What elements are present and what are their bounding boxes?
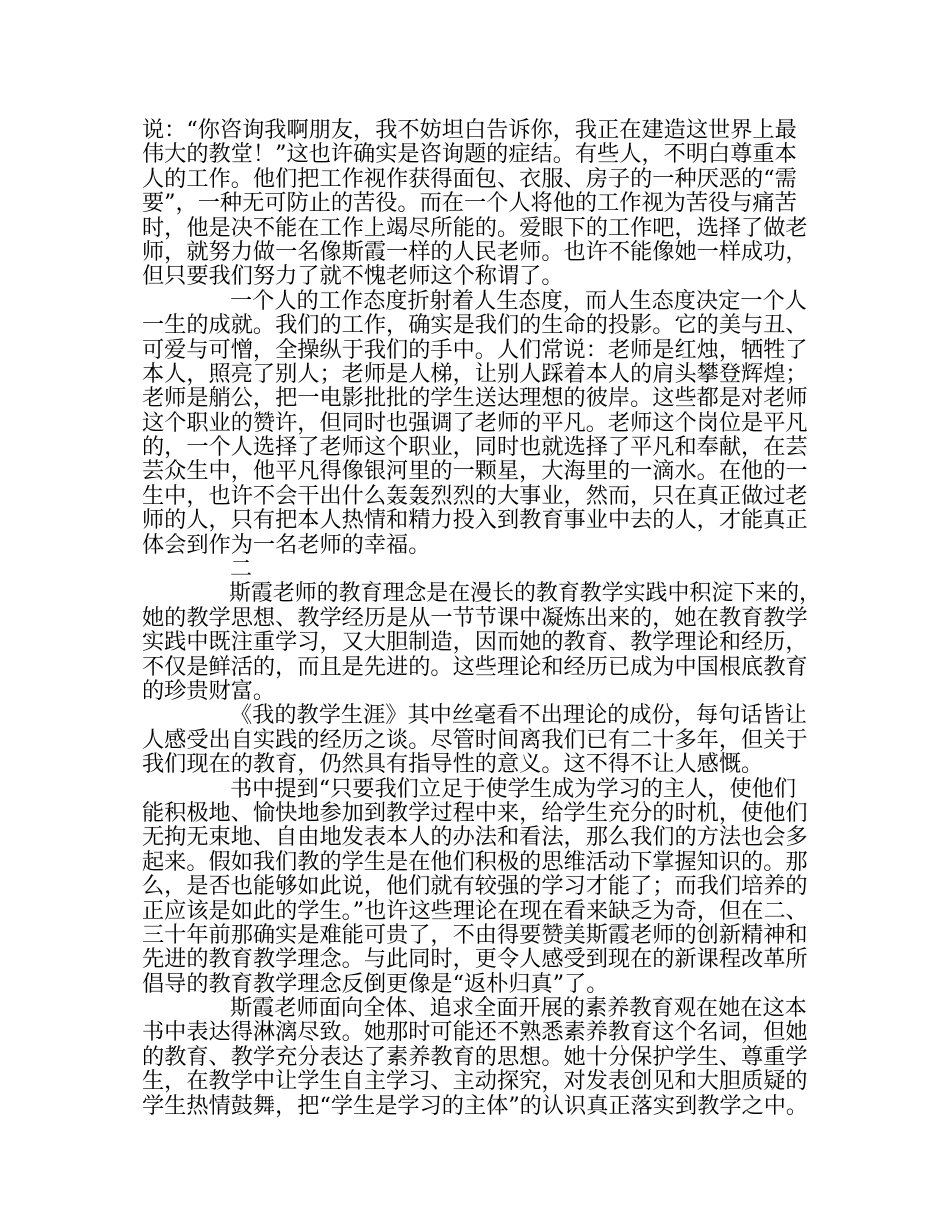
text-line: 这个职业的赞许，但同时也强调了老师的平凡。老师这个岗位是平凡 xyxy=(142,409,808,436)
text-line: 书中提到“只要我们立足于使学生成为学习的主人，使他们 xyxy=(230,775,797,802)
text-line: 不仅是鲜活的，而且是先进的。这些理论和经历已成为中国根底教育 xyxy=(142,653,808,680)
text-line: 本人，照亮了别人；老师是人梯，让别人踩着本人的肩头攀登辉煌； xyxy=(142,360,808,387)
text-line: 生，在教学中让学生自主学习、主动探究，对发表创见和大胆质疑的 xyxy=(142,1068,808,1095)
text-line: 书中表达得淋漓尽致。她那时可能还不熟悉素养教育这个名词，但她 xyxy=(142,1019,808,1046)
text-line: 可爱与可憎，全操纵于我们的手中。人们常说：老师是红烛，牺牲了 xyxy=(142,336,808,363)
text-line: 无拘无束地、自由地发表本人的办法和看法，那么我们的方法也会多 xyxy=(142,824,808,851)
text-line: 师，就努力做一名像斯霞一样的人民老师。也许不能像她一样成功， xyxy=(142,238,808,265)
text-line: 斯霞老师面向全体、追求全面开展的素养教育观在她在这本 xyxy=(230,995,807,1022)
text-line: 《我的教学生涯》其中丝毫看不出理论的成份，每句话皆让 xyxy=(230,702,807,729)
text-line: 我们现在的教育，仍然具有指导性的意义。这不得不让人感慨。 xyxy=(142,751,764,778)
text-line: 学生热情鼓舞，把“学生是学习的主体”的认识真正落实到教学之中。 xyxy=(142,1092,809,1119)
text-line: 的教育、教学充分表达了素养教育的思想。她十分保护学生、尊重学 xyxy=(142,1043,808,1070)
text-line: 起来。假如我们教的学生是在他们积极的思维活动下掌握知识的。那 xyxy=(142,848,808,875)
text-line: 体会到作为一名老师的幸福。 xyxy=(142,531,431,558)
text-line: 但只要我们努力了就不愧老师这个称谓了。 xyxy=(142,263,564,290)
text-line: 正应该是如此的学生。”也许这些理论在现在看来缺乏为奇，但在二、 xyxy=(142,897,808,924)
text-line: 生中，也许不会干出什么轰轰烈烈的大事业，然而，只在真正做过老 xyxy=(142,482,808,509)
text-line: 时，他是决不能在工作上竭尽所能的。爱眼下的工作吧，选择了做老 xyxy=(142,214,808,241)
text-line: 伟大的教堂！”这也许确实是咨询题的症结。有些人，不明白尊重本 xyxy=(142,141,797,168)
text-line: 能积极地、愉快地参加到教学过程中来，给学生充分的时机，使他们 xyxy=(142,799,808,826)
text-line: 斯霞老师的教育理念是在漫长的教育教学实践中积淀下来的， xyxy=(228,580,821,607)
text-line: 她的教学思想、教学经历是从一节节课中凝炼出来的，她在教育教学 xyxy=(142,604,808,631)
text-line: 的，一个人选择了老师这个职业，同时也就选择了平凡和奉献，在芸 xyxy=(142,434,808,461)
text-line: 先进的教育教学理念。与此同时，更令人感受到现在的新课程改革所 xyxy=(142,946,808,973)
text-line: 芸众生中，他平凡得像银河里的一颗星，大海里的一滴水。在他的一 xyxy=(142,458,808,485)
text-line: 说：“你咨询我啊朋友，我不妨坦白告诉你，我正在建造这世界上最 xyxy=(142,117,797,143)
text-line: 要”，一种无可防止的苦役。而在一个人将他的工作视为苦役与痛苦 xyxy=(142,190,797,217)
text-line: 师的人，只有把本人热情和精力投入到教育事业中去的人，才能真正 xyxy=(142,507,808,534)
text-line: 人感受出自实践的经历之谈。尽管时间离我们已有二十多年，但关于 xyxy=(142,726,808,753)
text-line: 的珍贵财富。 xyxy=(142,677,276,704)
text-line: 么，是否也能够如此说，他们就有较强的学习才能了；而我们培养的 xyxy=(142,873,808,900)
text-line: 一个人的工作态度折射着人生态度，而人生态度决定一个人 xyxy=(230,287,807,314)
text-line: 一生的成就。我们的工作，确实是我们的生命的投影。它的美与丑、 xyxy=(142,312,808,339)
text-line: 倡导的教育教学理念反倒更像是“返朴归真”了。 xyxy=(142,970,609,997)
text-line: 三十年前那确实是难能可贵了，不由得要赞美斯霞老师的创新精神和 xyxy=(142,921,808,948)
text-line: 人的工作。他们把工作视作获得面包、衣服、房子的一种厌恶的“需 xyxy=(142,165,797,192)
text-line: 二 xyxy=(230,556,253,583)
text-line: 实践中既注重学习，又大胆制造，因而她的教育、教学理论和经历， xyxy=(142,629,808,656)
text-line: 老师是艄公，把一电影批批的学生送达理想的彼岸。这些都是对老师 xyxy=(142,385,808,412)
document-body xyxy=(142,118,822,1118)
